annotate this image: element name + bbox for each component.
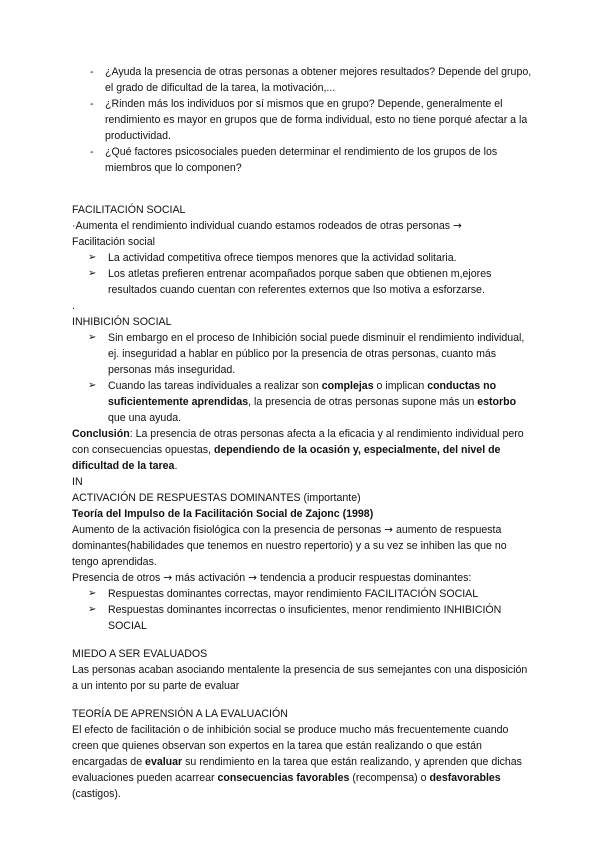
list-item: - ¿Rinden más los individuos por sí mismos que en grupo? Depende, generalmente el rendimiento es mayor en grupos que de forma individual, esto no tiene porqué afectar a la productividad. — [90, 96, 532, 144]
text-run: ·Aumenta el rendimiento individual cuando estamos rodeados de otras personas — [72, 220, 454, 232]
document-page — [72, 64, 532, 802]
intro-question-list — [90, 64, 532, 176]
section-heading: INHIBICIÓN SOCIAL — [72, 316, 172, 328]
bold-text: Conclusión — [72, 428, 130, 440]
spacer — [72, 176, 532, 202]
text-run: tendencia a producir respuestas dominantes: — [257, 572, 472, 584]
bullet-list — [76, 330, 532, 426]
text-run: El efecto de facilitación o de inhibición social se produce mucho más frecuentemente cuando creen que quienes observan son expertos en la tarea que están realizando o que están encargadas de — [72, 724, 509, 768]
section-heading: TEORÍA DE APRENSIÓN A LA EVALUACIÓN — [72, 708, 288, 720]
section-miedo — [72, 646, 532, 694]
text-run: más activación — [172, 572, 249, 584]
bold-text: evaluar — [145, 756, 183, 768]
arrow-symbol: → — [163, 572, 173, 584]
paragraph: Las personas acaban asociando mentalente la presencia de sus semejantes con una disposición a un intento por su parte de evaluar — [72, 664, 528, 692]
bold-text: conductas no suficientemente aprendidas — [108, 380, 497, 408]
list-item — [76, 378, 532, 426]
text-run: (recompensa) o — [349, 772, 430, 784]
arrow-symbol: → — [453, 220, 462, 232]
arrow-symbol: → — [384, 524, 394, 536]
stray-text: IN — [72, 476, 83, 488]
list-item: ➢ Los atletas prefieren entrenar acompañados porque saben que obtienen m,ejores resultados cuando cuentan con referentes externos que lso motiva a esforzarse. — [76, 266, 532, 298]
text-run: (castigos). — [72, 788, 121, 800]
list-item: ➢ Respuestas dominantes incorrectas o insuficientes, menor rendimiento INHIBICIÓN SOCIAL — [76, 602, 532, 634]
bold-text: dependiendo de la ocasión y, especialmente, del nivel de dificultad de la tarea — [72, 444, 501, 472]
bullet-list — [76, 250, 532, 298]
paragraph — [72, 522, 532, 570]
bold-text: Teoría del Impulso de la Facilitación Social de Zajonc (1998) — [72, 508, 374, 520]
text-run: Aumento de la activación fisiológica con la presencia de personas — [72, 524, 385, 536]
list-item: ➢ La actividad competitiva ofrece tiempos menores que la actividad solitaria. — [76, 250, 532, 266]
conclusion-paragraph — [72, 426, 532, 474]
list-item: - ¿Qué factores psicosociales pueden determinar el rendimiento de los grupos de los miembros que lo componen? — [90, 144, 532, 176]
section-activacion — [72, 490, 532, 634]
paragraph — [72, 722, 532, 802]
bold-text: consecuencias favorables — [217, 772, 350, 784]
bold-text: desfavorables — [429, 772, 501, 784]
paragraph — [72, 218, 532, 250]
section-heading: MIEDO A SER EVALUADOS — [72, 648, 208, 660]
text-run: : La presencia de otras personas afecta a la eficacia y al rendimiento individual pero con consecuencias opuestas, — [72, 428, 524, 456]
stray-dot: . — [72, 300, 75, 312]
text-run: aumento de respuesta dominantes(habilidades que tenemos en nuestro repertorio) y a su vez se inhiben las que no tengo aprendidas. — [72, 524, 507, 568]
spacer — [72, 694, 532, 706]
section-heading: FACILITACIÓN SOCIAL — [72, 204, 186, 216]
spacer — [72, 634, 532, 646]
section-facilitacion — [72, 202, 532, 314]
theory-title — [72, 506, 532, 522]
bullet-list — [76, 586, 532, 634]
text-run: o implican — [373, 380, 428, 392]
text-run: Presencia de otros — [72, 572, 164, 584]
paragraph — [72, 570, 532, 586]
list-item: ➢ Respuestas dominantes correctas, mayor rendimiento FACILITACIÓN SOCIAL — [76, 586, 532, 602]
section-heading: ACTIVACIÓN DE RESPUESTAS DOMINANTES (importante) — [72, 492, 361, 504]
text-run: Cuando las tareas individuales a realizar son — [108, 380, 322, 392]
bold-text: complejas — [321, 380, 374, 392]
text-run: Facilitación social — [72, 236, 156, 248]
text-run: , la presencia de otras personas supone más un — [248, 396, 478, 408]
section-aprension — [72, 706, 532, 802]
text-run: que una ayuda. — [108, 412, 182, 424]
text-run: su rendimiento en la tarea que están realizando, y aprenden que dichas evaluaciones pueden acarrear — [72, 756, 522, 784]
text-run: . — [174, 460, 178, 472]
bold-text: estorbo — [477, 396, 517, 408]
list-item: ➢ Sin embargo en el proceso de Inhibición social puede disminuir el rendimiento individual, ej. inseguridad a hablar en público por la presencia de otras personas, cuanto más personas más inseguridad. — [76, 330, 532, 378]
section-inhibicion — [72, 314, 532, 490]
list-item: - ¿Ayuda la presencia de otras personas a obtener mejores resultados? Depende del grupo, el grado de dificultad de la tarea, la motivación,... — [90, 64, 532, 96]
arrow-symbol: → — [248, 572, 258, 584]
